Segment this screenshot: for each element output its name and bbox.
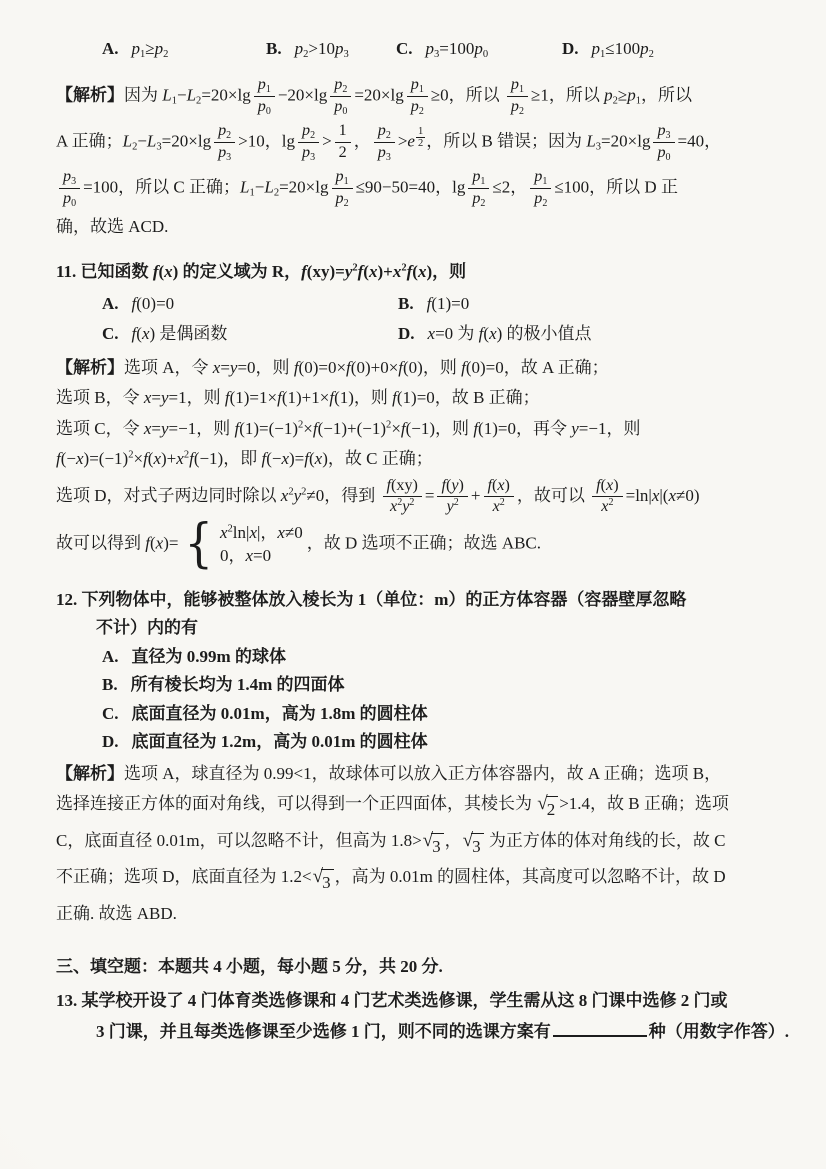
emphasis: 【解析】	[56, 84, 124, 104]
question-11	[56, 259, 790, 574]
option-label: A.	[102, 39, 119, 58]
fraction: $\frac{1}{2}$	[335, 122, 351, 162]
fraction: $\frac{p_3}{p_0}$	[653, 122, 674, 163]
option-label: A.	[102, 646, 119, 666]
q12-options	[56, 644, 790, 755]
option-D	[398, 321, 790, 347]
option-C	[102, 321, 398, 347]
text-line: C，底面直径 0.01m，可以忽略不计，但高为 1.8> √ 3 ， √ 3 为正方体的体对角线的长，故 C	[56, 828, 790, 860]
square-root: √ 2	[537, 796, 558, 823]
text-line: 12. 下列物体中，能够被整体放入棱长为 1（单位：m）的正方体容器（容器壁厚忽略	[56, 589, 687, 609]
q11-solution	[56, 355, 790, 574]
option-text: 所有棱长均为 1.4m 的四面体	[130, 675, 345, 695]
text-line: 不正确；选项 D，底面直径为 1.2< √ 3 ，高为 0.01m 的圆柱体，其高度可以忽略不计，故 D	[56, 864, 790, 896]
option-label: D.	[562, 39, 579, 58]
q12-stem	[56, 587, 790, 641]
emphasis: 【解析】	[56, 357, 124, 377]
text-line: 3 门课，并且每类选修课至少选修 1 门，则不同的选课方案有 种（用数字作答）.	[56, 1019, 790, 1045]
text-line: 故可以得到 f(x)= { $x^2\ln|x|$，x≠0 0，x=0 ，故 D 选项不正确；故选 ABC.	[56, 512, 542, 574]
fraction: $\frac{p_1}{p_0}$	[254, 76, 275, 117]
option-B	[266, 36, 396, 62]
option-text: f(x) 是偶函数	[131, 324, 228, 344]
text-line: $\frac{p_3}{p_0}$ =100，所以 C 正确；$L_1-L_2=20\times\lg$ $\frac{p_1}{p_2}$ ≤90−50=40，lg $\frac{p_1}{p_2}$ ≤2， $\frac{p_1}{p_2}$ ≤100，所以 D 正	[56, 168, 790, 209]
fraction: $\frac{f(y)}{y^2}$	[437, 477, 467, 517]
text-line: A 正确；$L_2-L_3=20\times\lg$ $\frac{p_2}{p_3}$ >10，lg $\frac{p_2}{p_3}$ > $\frac{1}{2}$ ， $\frac{p_2}{p_3}$ >e $^{\frac{1}{2}}$ ，所以 B 错误；因为 $L_3=20\times\lg$ $\frac{p_3}{p_0}$ =40，	[56, 121, 722, 163]
q10-options-row	[56, 36, 790, 62]
square-root: √ 3	[423, 833, 444, 860]
option-C	[396, 36, 562, 62]
option-label: D.	[102, 732, 119, 752]
radical-sign: √	[537, 793, 548, 815]
radical-sign: √	[462, 829, 474, 851]
option-A	[102, 36, 266, 62]
question-12	[56, 587, 790, 927]
option-label: C.	[102, 324, 119, 344]
fraction: $\frac{p_2}{p_3}$	[374, 122, 395, 163]
fraction: $\frac{f(xy)}{x^2y^2}$	[383, 477, 422, 517]
option-text: f(1)=0	[426, 293, 470, 313]
text-line: 选项 B，令 x=y=1，则 f(1)=1×f(1)+1×f(1)，则 f(1)=0，故 B 正确；	[56, 388, 540, 408]
fraction: $\frac{p_2}{p_3}$	[298, 122, 319, 163]
q11-stem: 11. 已知函数 f(x) 的定义域为 R，$f(xy)=y^2f(x)+x^2f(x)$，则	[56, 262, 467, 282]
text-line: 确，故选 ACD.	[56, 216, 169, 236]
option-label: A.	[102, 293, 119, 313]
fraction: $\frac{p_2}{p_0}$	[330, 76, 351, 117]
text-line: 正确. 故选 ABD.	[56, 903, 177, 923]
text-line: 不计）内的有	[96, 618, 198, 638]
case-row: 0，x=0	[219, 546, 272, 566]
option-D	[102, 729, 790, 755]
option-label: C.	[102, 703, 119, 723]
option-B	[398, 291, 790, 317]
fraction: $\frac{p_1}{p_2}$	[407, 76, 428, 117]
option-label: B.	[266, 39, 282, 58]
radical-sign: √	[312, 866, 324, 888]
option-text: $p_3=100p_0$	[425, 39, 489, 61]
text-line: 选项 D，对式子两边同时除以 $x^2y^2\ne 0$，得到 $\frac{f(xy)}{x^2y^2}$ = $\frac{f(y)}{y^2}$ + $\frac{f(x)}{x^2}$ ，故可以 $\frac{f(x)}{x^2}$ =ln|x|(x≠0)	[56, 476, 700, 516]
option-text: $p_1\ge p_2$	[131, 39, 169, 61]
option-label: B.	[398, 293, 414, 313]
option-label: C.	[396, 39, 413, 58]
fraction: $\frac{p_1}{p_2}$	[530, 168, 551, 209]
answer-blank	[553, 1019, 647, 1037]
emphasis: 【解析】	[56, 763, 124, 783]
option-label: B.	[102, 675, 118, 695]
text-line: 【解析】选项 A，令 x=y=0，则 f(0)=0×f(0)+0×f(0)，则 f(0)=0，故 A 正确；	[56, 357, 609, 377]
option-A	[102, 291, 398, 317]
q12-solution	[56, 761, 790, 927]
fraction: $\frac{f(x)}{x^2}$	[592, 477, 622, 517]
fraction: $\frac{p_1}{p_2}$	[507, 76, 528, 117]
option-text: $p_1\le 100p_2$	[591, 39, 654, 61]
curly-brace: {	[184, 512, 214, 574]
fraction: 1 2	[417, 125, 424, 149]
option-D	[562, 36, 654, 62]
fraction: $\frac{p_3}{p_0}$	[59, 168, 80, 209]
text-line: 选项 C，令 x=y=−1，则 $f(1)=(-1)^2\times f(-1)+(-1)^2\times f(-1)$，则 f(1)=0，再令 y=−1，则	[56, 418, 641, 438]
option-text: $p_2>10p_3$	[294, 39, 349, 61]
option-A	[102, 644, 790, 670]
text-line: 13. 某学校开设了 4 门体育类选修课和 4 门艺术类选修课，学生需从这 8 门课中选修 2 门或	[56, 990, 728, 1010]
text-line: 【解析】因为 $L_1-L_2=20\times\lg$ $\frac{p_1}{p_0}$ −20×lg $\frac{p_2}{p_0}$ =20×lg $\frac{p_1}{p_2}$ ≥0，所以 $\frac{p_1}{p_2}$ ≥1，所以 $p_2\ge p_1$，所以	[56, 75, 692, 117]
option-text: 底面直径为 0.01m，高为 1.8m 的圆柱体	[131, 703, 428, 723]
fraction: $\frac{p_1}{p_2}$	[468, 168, 489, 209]
option-text: 直径为 0.99m 的球体	[131, 646, 286, 666]
square-root: √ 3	[463, 833, 484, 860]
question-13	[56, 988, 790, 1045]
fraction: $\frac{p_1}{p_2}$	[332, 168, 353, 209]
fraction: $\frac{f(x)}{x^2}$	[484, 477, 514, 517]
text-line: $f(-x)=(-1)^2\times f(x)+x^2f(-1)$，即 f(−x)=f(x)，故 C 正确；	[56, 449, 433, 469]
text-line: 选择连接正方体的面对角线，可以得到一个正四面体，其棱长为 √ 2 >1.4，故 B 正确；选项	[56, 791, 790, 823]
fraction: $\frac{p_2}{p_3}$	[214, 122, 235, 163]
q10-solution	[56, 76, 790, 240]
text-line: 【解析】选项 A，球直径为 0.99<1，故球体可以放入正方体容器内，故 A 正确；选项 B，	[56, 763, 722, 783]
case-row: $x^2\ln|x|$，x≠0	[219, 522, 303, 542]
piecewise-function	[182, 512, 303, 574]
radical-sign: √	[422, 829, 434, 851]
square-root: √ 3	[313, 869, 334, 896]
section-3-header: 三、填空题：本题共 4 小题，每小题 5 分，共 20 分.	[56, 957, 443, 977]
option-C	[102, 701, 790, 727]
option-label: D.	[398, 324, 415, 344]
option-text: x=0 为 f(x) 的极小值点	[427, 324, 592, 344]
q11-options	[56, 291, 790, 347]
option-B	[102, 672, 790, 698]
option-text: f(0)=0	[131, 293, 175, 313]
option-text: 底面直径为 1.2m，高为 0.01m 的圆柱体	[131, 732, 428, 752]
